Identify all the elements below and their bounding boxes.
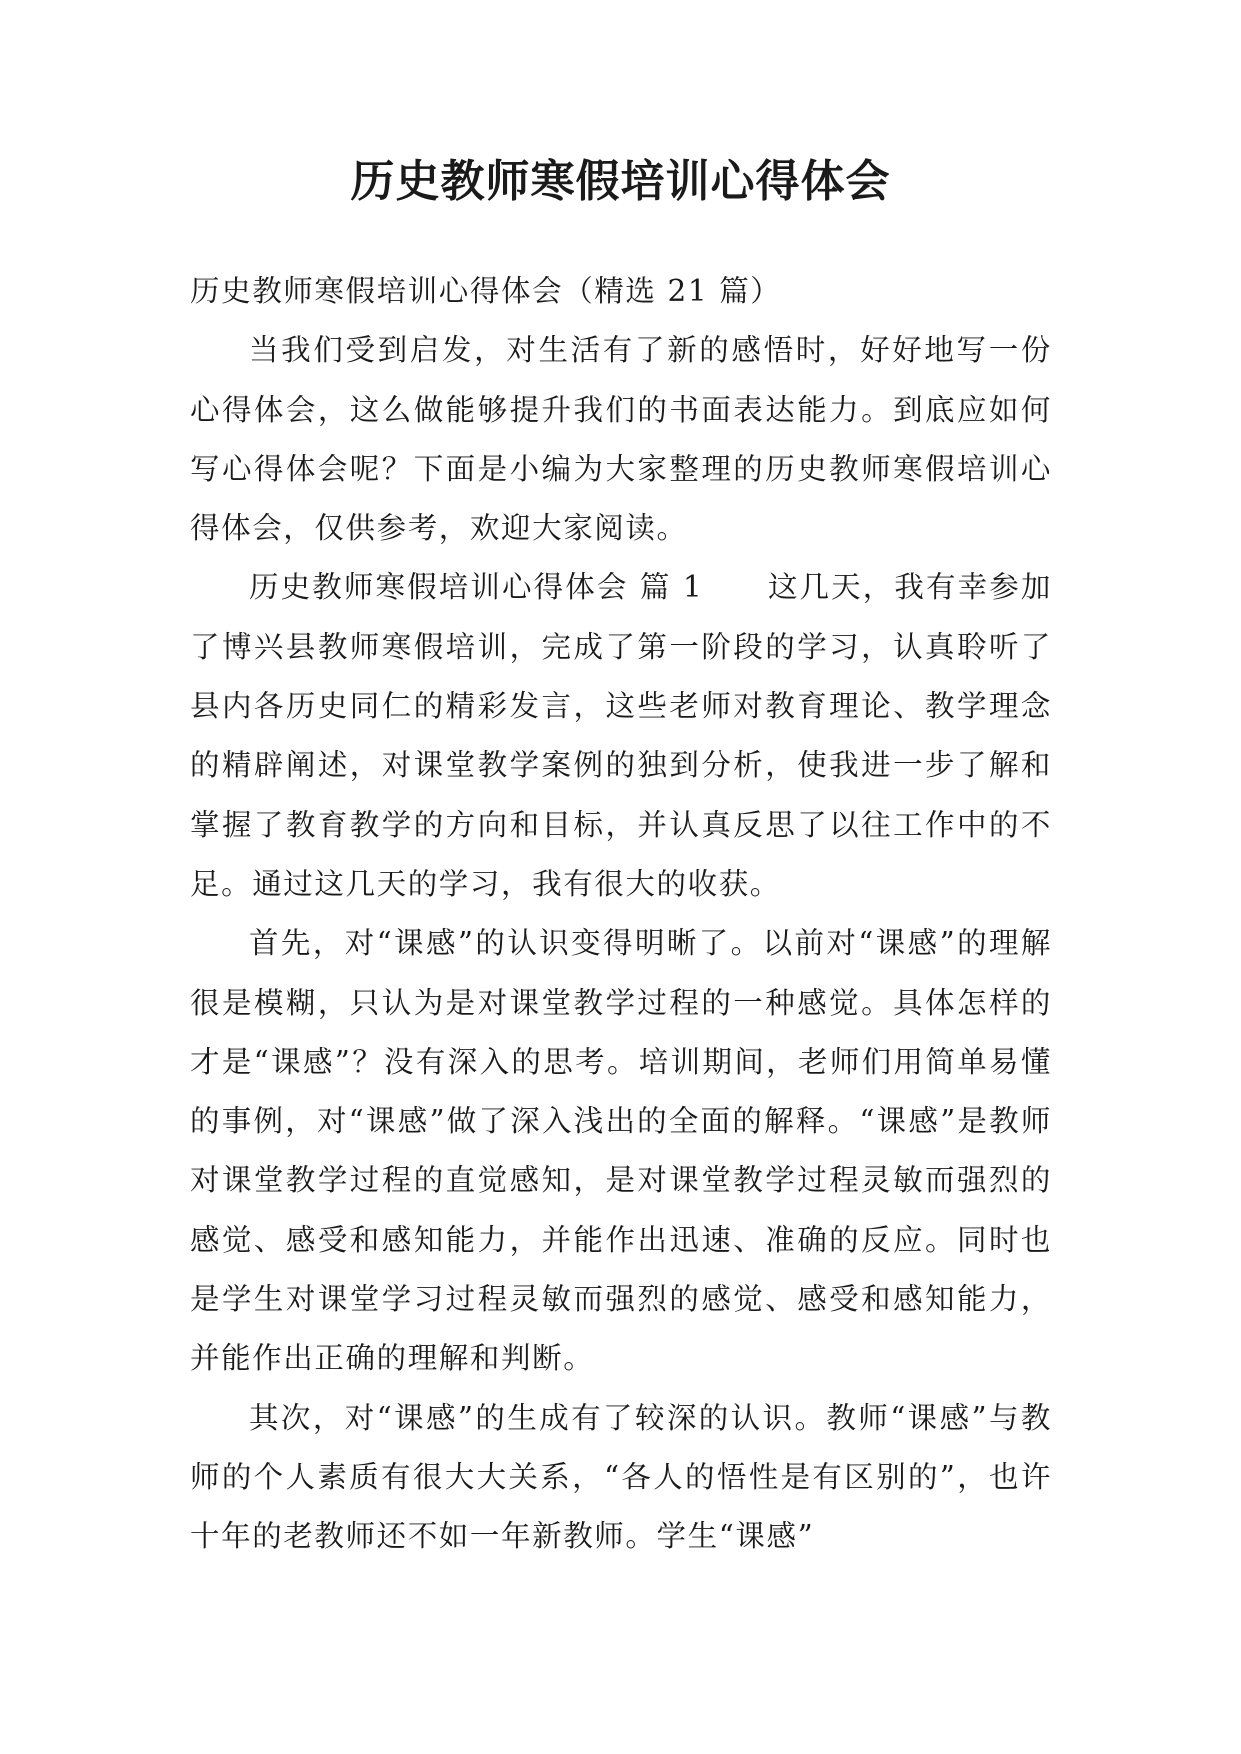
paragraph-2: 首先，对“课感”的认识变得明晰了。以前对“课感”的理解很是模糊，只认为是对课堂教学过程的一种感觉。具体怎样的才是“课感”？没有深入的思考。培训期间，老师们用简单易懂的事例，对“课感”做了深入浅出的全面的解释。“课感”是教师对课堂教学过程的直觉感知，是对课堂教学过程灵敏而强烈的感觉、感受和感知能力，并能作出迅速、准确的反应。同时也是学生对课堂学习过程灵敏而强烈的感觉、感受和感知能力，并能作出正确的理解和判断。 xyxy=(190,926,1052,1376)
section-1-paragraph xyxy=(190,558,1052,914)
section-1-text: 这几天，我有幸参加了博兴县教师寒假培训，完成了第一阶段的学习，认真聆听了县内各历史同仁的精彩发言，这些老师对教育理论、教学理念的精辟阐述，对课堂教学案例的独到分析，使我进一步了解和掌握了教育教学的方向和目标，并认真反思了以往工作中的不足。通过这几天的学习，我有很大的收获。 xyxy=(190,570,1052,901)
paragraph-3: 其次，对“课感”的生成有了较深的认识。教师“课感”与教师的个人素质有很大大关系，“各人的悟性是有区别的”，也许十年的老教师还不如一年新教师。学生“课感” xyxy=(190,1400,1052,1554)
section-1-heading: 历史教师寒假培训心得体会 篇 1 xyxy=(249,570,704,605)
document-title: 历史教师寒假培训心得体会 xyxy=(350,156,891,207)
document-body xyxy=(190,262,1052,1567)
intro-paragraph: 当我们受到启发，对生活有了新的感悟时，好好地写一份心得体会，这么做能够提升我们的书面表达能力。到底应如何写心得体会呢？下面是小编为大家整理的历史教师寒假培训心得体会，仅供参考，欢迎大家阅读。 xyxy=(190,333,1052,546)
document-subtitle: 历史教师寒假培训心得体会（精选 21 篇） xyxy=(190,274,782,308)
